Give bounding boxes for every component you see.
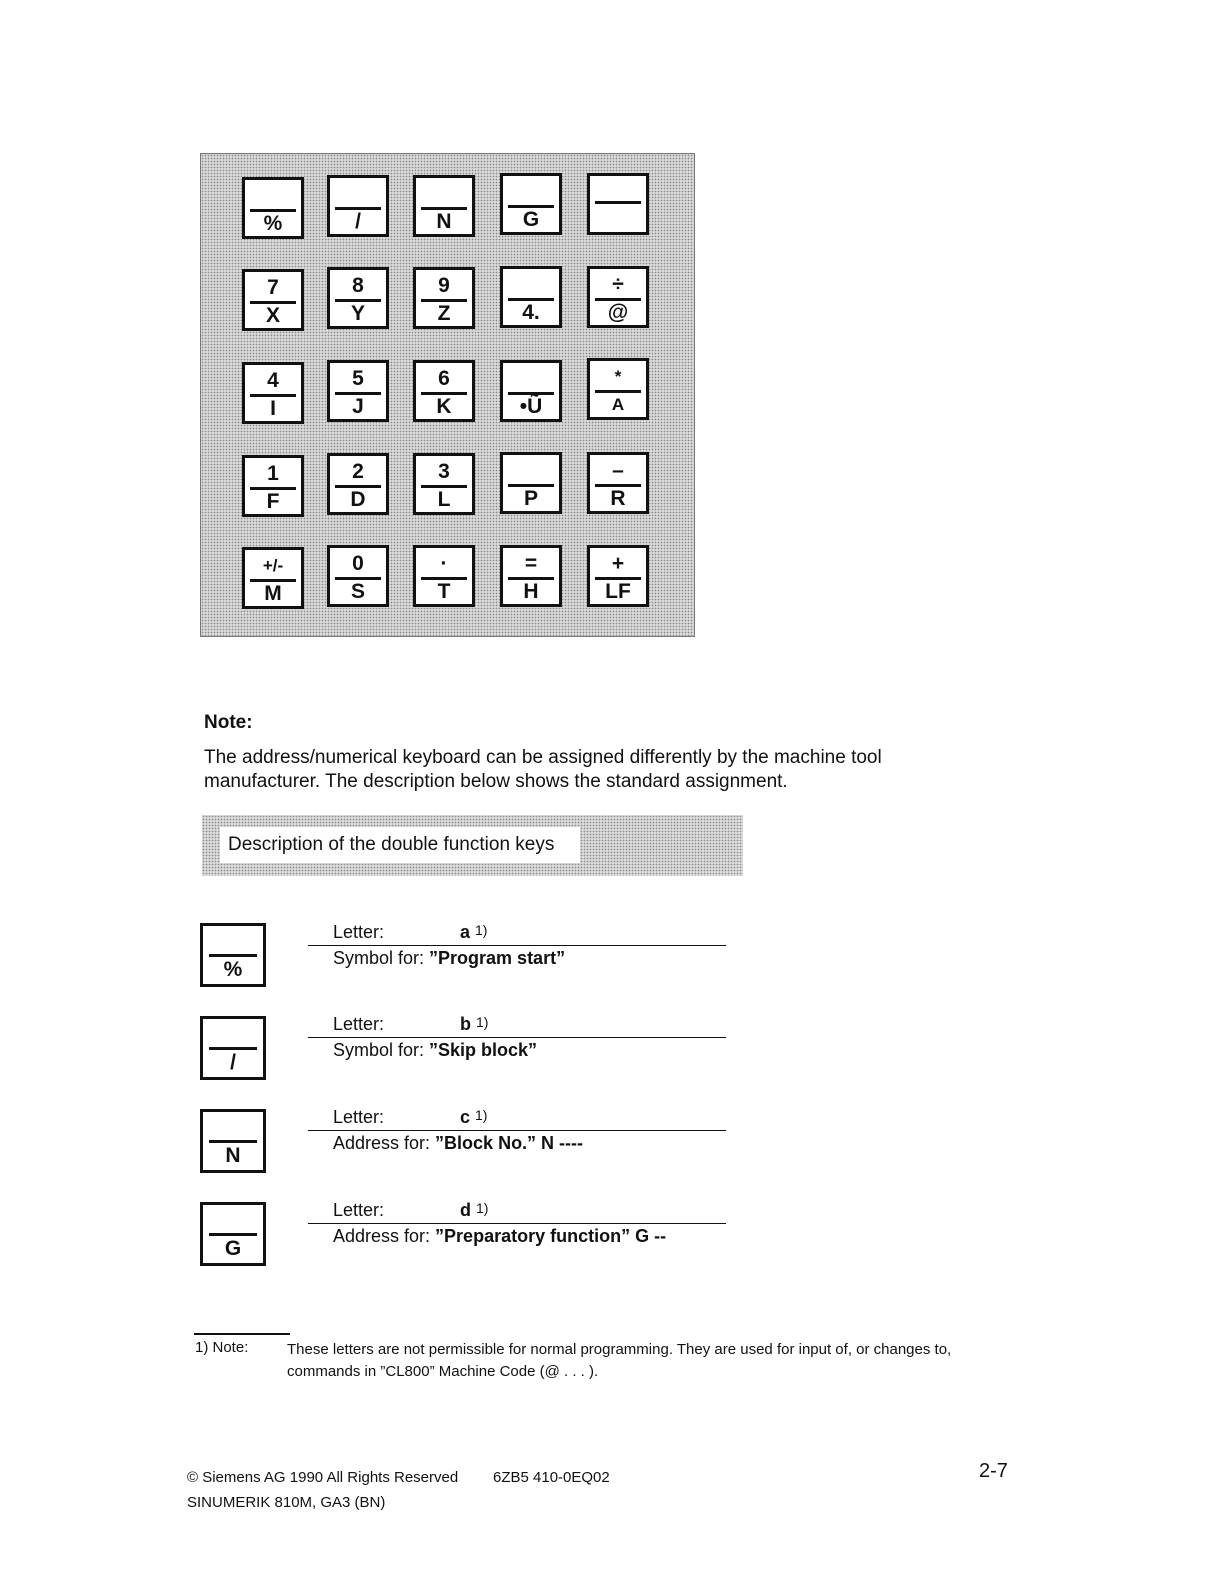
key-equal-h: = H	[500, 545, 562, 607]
note-text: The address/numerical keyboard can be assigned differently by the machine tool manufacturer. The description below shows the standard assignment.	[204, 747, 882, 792]
key-divide-at: ÷ @	[587, 266, 649, 328]
key-slash: /	[327, 175, 389, 237]
key-8-y: 8 Y	[327, 267, 389, 329]
key-plusminus-m: +/- M	[242, 547, 304, 609]
key-3-l: 3 L	[413, 453, 475, 515]
key-4-dot: 4.	[500, 266, 562, 328]
key-0-s: 0 S	[327, 545, 389, 607]
key-n: N	[413, 175, 475, 237]
key-1-f: 1 F	[242, 455, 304, 517]
footnote-rule	[194, 1333, 290, 1335]
key-g: G	[500, 173, 562, 235]
key-9-z: 9 Z	[413, 267, 475, 329]
page-number: 2-7	[979, 1460, 1008, 1482]
footer-product: SINUMERIK 810M, GA3 (BN)	[187, 1494, 386, 1511]
key-6-k: 6 K	[413, 360, 475, 422]
key-p: P	[500, 452, 562, 514]
key-4-i: 4 I	[242, 362, 304, 424]
fkey-slash: /	[200, 1016, 266, 1080]
key-2-d: 2 D	[327, 453, 389, 515]
fkey-n: N	[200, 1109, 266, 1173]
key-minus-r: – R	[587, 452, 649, 514]
note-label: Note:	[204, 712, 253, 733]
key-u: •Ũ	[500, 360, 562, 422]
keypad-figure	[200, 153, 695, 637]
fkey-g: G	[200, 1202, 266, 1266]
key-dot-t: · T	[413, 545, 475, 607]
footnote-label: 1) Note:	[195, 1339, 249, 1356]
key-blank	[587, 173, 649, 235]
footer-order-no: 6ZB5 410-0EQ02	[493, 1469, 610, 1486]
section-title: Description of the double function keys	[220, 827, 580, 863]
footer-left	[187, 1465, 458, 1515]
footer-copyright: © Siemens AG 1990 All Rights Reserved	[187, 1469, 459, 1486]
section-banner	[202, 815, 743, 876]
fkey-percent: %	[200, 923, 266, 987]
key-plus-lf: + LF	[587, 545, 649, 607]
key-5-j: 5 J	[327, 360, 389, 422]
key-percent: %	[242, 177, 304, 239]
footnote-text: These letters are not permissible for normal programming. They are used for input of, or changes to, commands in ”CL800” Machine Code (@ . . . ).	[287, 1341, 952, 1380]
key-star-a: * A	[587, 358, 649, 420]
key-7-x: 7 X	[242, 269, 304, 331]
